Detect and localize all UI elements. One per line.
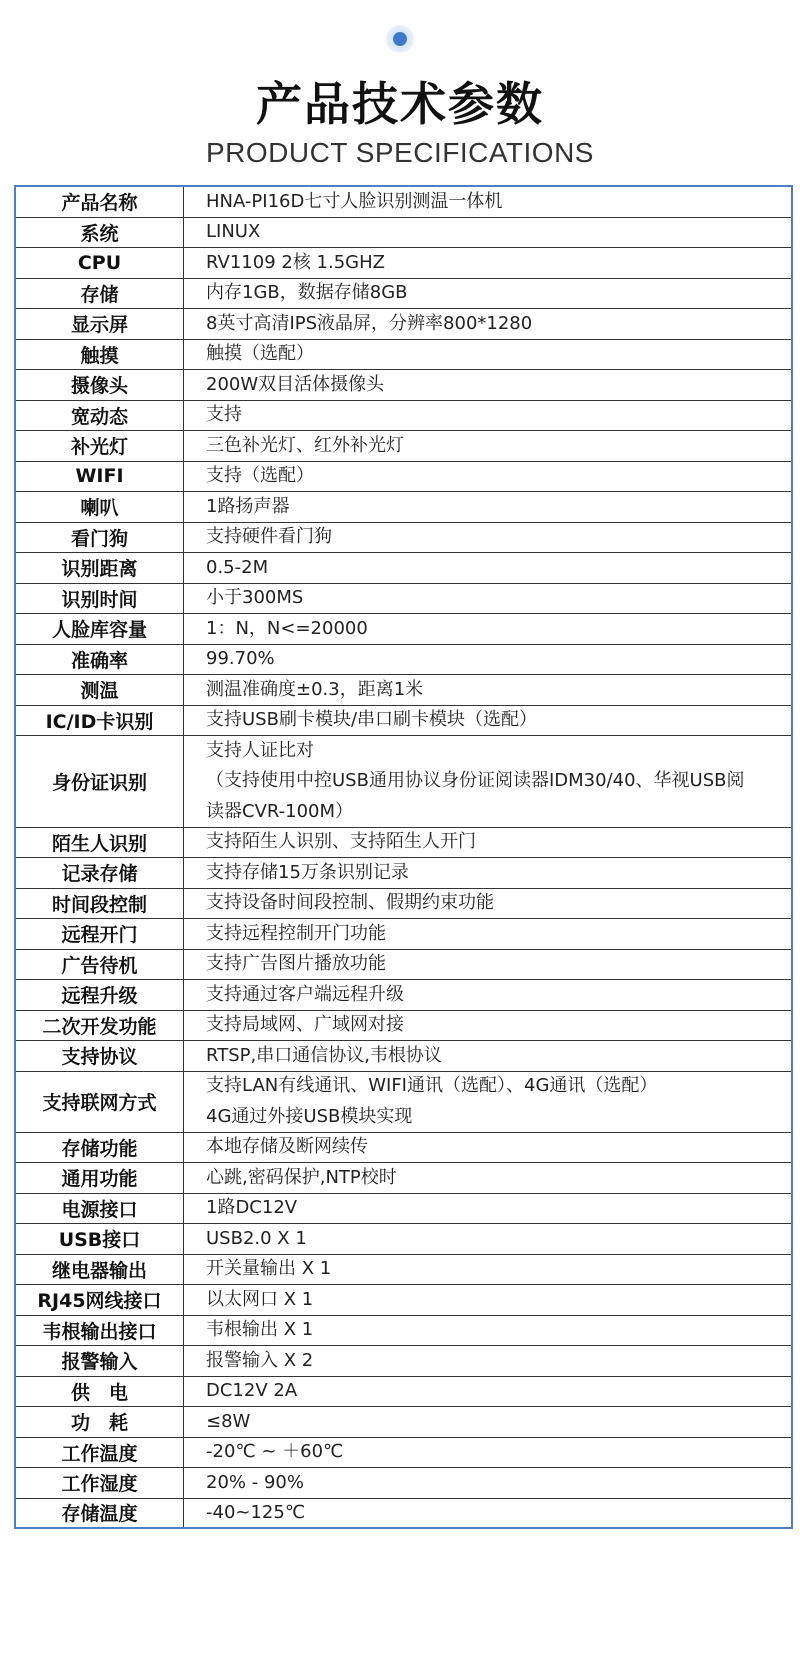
spec-value-line: 1：N，N<=20000	[206, 617, 368, 639]
spec-row	[16, 1499, 791, 1530]
spec-row	[16, 584, 791, 615]
spec-value	[184, 1194, 791, 1224]
spec-value	[184, 828, 791, 858]
page-subtitle: PRODUCT SPECIFICATIONS	[205, 137, 594, 168]
spec-value-line: 三色补光灯、红外补光灯	[206, 434, 404, 456]
spec-label: 摄像头	[16, 370, 184, 400]
spec-label: 供 电	[16, 1377, 184, 1407]
spec-row	[16, 1255, 791, 1286]
spec-value-line: 本地存储及断网续传	[206, 1136, 368, 1157]
spec-value-line: 内存1GB，数据存储8GB	[206, 282, 408, 303]
spec-value	[184, 1163, 791, 1193]
spec-row	[16, 858, 791, 889]
spec-value-line: 读器CVR-100M）	[206, 800, 354, 822]
spec-value-line: （支持使用中控USB通用协议身份证阅读器IDM30/40、华视USB阅	[206, 770, 745, 791]
spec-label: 测温	[16, 675, 184, 705]
spec-label: 陌生人识别	[16, 828, 184, 858]
spec-row	[16, 919, 791, 950]
spec-value	[184, 1499, 791, 1528]
spec-label: USB接口	[16, 1224, 184, 1254]
spec-row	[16, 1133, 791, 1164]
spec-label: 看门狗	[16, 523, 184, 553]
spec-value	[184, 1407, 791, 1437]
spec-value-line: 支持陌生人识别、支持陌生人开门	[206, 831, 476, 852]
spec-value-line: 20% - 90%	[206, 1471, 304, 1493]
header-dot-icon	[386, 25, 414, 53]
spec-label: 工作湿度	[16, 1468, 184, 1498]
spec-value-line: 支持	[206, 404, 242, 425]
spec-value-line: 1路DC12V	[206, 1197, 298, 1218]
spec-row	[16, 1041, 791, 1072]
spec-label: 广告待机	[16, 950, 184, 980]
spec-value-line: 支持局域网、广域网对接	[206, 1014, 404, 1035]
spec-row	[16, 1377, 791, 1408]
spec-value	[184, 1224, 791, 1254]
spec-row	[16, 1011, 791, 1042]
spec-value-line: 0.5-2M	[206, 556, 269, 578]
spec-row	[16, 675, 791, 706]
spec-value	[184, 645, 791, 675]
spec-value	[184, 492, 791, 522]
spec-label: 电源接口	[16, 1194, 184, 1224]
spec-row	[16, 218, 791, 249]
spec-label: 继电器输出	[16, 1255, 184, 1285]
spec-label: 身份证识别	[16, 736, 184, 827]
spec-row	[16, 614, 791, 645]
spec-label: 准确率	[16, 645, 184, 675]
spec-value-line: 报警输入 X 2	[206, 1349, 314, 1371]
spec-row	[16, 1072, 791, 1133]
spec-row	[16, 492, 791, 523]
spec-value-line: 99.70%	[206, 648, 275, 669]
spec-value	[184, 462, 791, 492]
spec-value	[184, 889, 791, 919]
spec-label: 远程开门	[16, 919, 184, 949]
spec-row	[16, 1224, 791, 1255]
spec-row	[16, 980, 791, 1011]
spec-row	[16, 736, 791, 828]
spec-label: 宽动态	[16, 401, 184, 431]
spec-row	[16, 370, 791, 401]
spec-value-line: HNA-PI16D七寸人脸识别测温一体机	[206, 190, 503, 212]
spec-label: 通用功能	[16, 1163, 184, 1193]
spec-value-line: 1路扬声器	[206, 495, 290, 517]
spec-label: WIFI	[16, 462, 184, 492]
spec-label: 补光灯	[16, 431, 184, 461]
spec-table	[14, 185, 793, 1529]
spec-value	[184, 706, 791, 736]
spec-value	[184, 1255, 791, 1285]
spec-value-line: 支持通过客户端远程升级	[206, 983, 404, 1005]
spec-value-line: 8英寸高清IPS液晶屏，分辨率800*1280	[206, 312, 533, 334]
spec-value-line: LINUX	[206, 221, 261, 242]
spec-row	[16, 1285, 791, 1316]
spec-value-line: ≤8W	[206, 1410, 251, 1432]
spec-value	[184, 675, 791, 705]
spec-label: 韦根输出接口	[16, 1316, 184, 1346]
spec-value-line: -40~125℃	[206, 1501, 306, 1523]
spec-value	[184, 1011, 791, 1041]
spec-label: 人脸库容量	[16, 614, 184, 644]
spec-value	[184, 279, 791, 309]
spec-row	[16, 645, 791, 676]
spec-label: 触摸	[16, 340, 184, 370]
spec-value	[184, 1285, 791, 1315]
spec-value-line: 开关量输出 X 1	[206, 1258, 332, 1279]
spec-value	[184, 1377, 791, 1407]
spec-row	[16, 309, 791, 340]
spec-row	[16, 553, 791, 584]
spec-value-line: 韦根输出 X 1	[206, 1319, 314, 1340]
spec-row	[16, 1316, 791, 1347]
spec-row	[16, 340, 791, 371]
spec-label: RJ45网线接口	[16, 1285, 184, 1315]
spec-value	[184, 1133, 791, 1163]
spec-label: 记录存储	[16, 858, 184, 888]
spec-value-line: 小于300MS	[206, 587, 304, 608]
spec-label: 工作温度	[16, 1438, 184, 1468]
spec-value-line: 心跳,密码保护,NTP校时	[206, 1166, 397, 1188]
spec-value-line: 支持（选配）	[206, 465, 314, 486]
spec-label: 存储功能	[16, 1133, 184, 1163]
spec-value	[184, 736, 791, 827]
spec-label: 识别时间	[16, 584, 184, 614]
spec-value	[184, 858, 791, 888]
spec-row	[16, 828, 791, 859]
spec-row	[16, 1163, 791, 1194]
spec-row	[16, 1194, 791, 1225]
spec-value	[184, 370, 791, 400]
spec-value	[184, 1468, 791, 1498]
spec-label: 报警输入	[16, 1346, 184, 1376]
spec-row	[16, 1468, 791, 1499]
spec-value	[184, 523, 791, 553]
spec-value-line: 支持远程控制开门功能	[206, 922, 386, 944]
spec-value	[184, 950, 791, 980]
spec-value-line: RV1109 2核 1.5GHZ	[206, 251, 385, 273]
spec-value-line: 以太网口 X 1	[206, 1288, 314, 1310]
spec-value-line: 支持LAN有线通讯、WIFI通讯（选配）、4G通讯（选配）	[206, 1075, 658, 1096]
spec-label: 系统	[16, 218, 184, 248]
spec-label: 远程升级	[16, 980, 184, 1010]
spec-value	[184, 1041, 791, 1071]
spec-label: 产品名称	[16, 187, 184, 217]
spec-row	[16, 706, 791, 737]
page-title: 产品技术参数	[256, 77, 544, 131]
spec-value-line: 支持广告图片播放功能	[206, 953, 386, 974]
spec-row	[16, 950, 791, 981]
spec-label: 支持协议	[16, 1041, 184, 1071]
spec-row	[16, 1438, 791, 1469]
spec-row	[16, 462, 791, 493]
spec-value	[184, 340, 791, 370]
spec-label: IC/ID卡识别	[16, 706, 184, 736]
spec-value-line: 测温准确度±0.3，距离1米	[206, 678, 424, 700]
spec-row	[16, 248, 791, 279]
spec-label: CPU	[16, 248, 184, 278]
spec-value-line: 支持人证比对	[206, 739, 314, 761]
spec-value	[184, 401, 791, 431]
spec-label: 识别距离	[16, 553, 184, 583]
spec-value	[184, 248, 791, 278]
spec-row	[16, 1407, 791, 1438]
spec-label: 喇叭	[16, 492, 184, 522]
spec-value-line: USB2.0 X 1	[206, 1227, 307, 1249]
spec-row	[16, 401, 791, 432]
spec-row	[16, 1346, 791, 1377]
spec-label: 存储	[16, 279, 184, 309]
spec-value	[184, 1072, 791, 1132]
spec-value-line: -20℃ ~ ＋60℃	[206, 1441, 344, 1462]
spec-value	[184, 431, 791, 461]
spec-label: 功 耗	[16, 1407, 184, 1437]
spec-value	[184, 309, 791, 339]
spec-row	[16, 431, 791, 462]
spec-row	[16, 523, 791, 554]
spec-value	[184, 218, 791, 248]
spec-value	[184, 1438, 791, 1468]
spec-value-line: 触摸（选配）	[206, 343, 314, 364]
spec-label: 二次开发功能	[16, 1011, 184, 1041]
spec-value	[184, 614, 791, 644]
spec-value	[184, 1316, 791, 1346]
spec-value-line: 支持硬件看门狗	[206, 526, 332, 547]
spec-value	[184, 584, 791, 614]
spec-value-line: 200W双目活体摄像头	[206, 373, 385, 395]
spec-value	[184, 1346, 791, 1376]
spec-value-line: 4G通过外接USB模块实现	[206, 1105, 413, 1127]
spec-label: 存储温度	[16, 1499, 184, 1528]
spec-value	[184, 187, 791, 217]
spec-value-line: DC12V 2A	[206, 1380, 298, 1401]
spec-value-line: RTSP,串口通信协议,韦根协议	[206, 1044, 442, 1066]
spec-row	[16, 889, 791, 920]
spec-value-line: 支持设备时间段控制、假期约束功能	[206, 892, 494, 913]
spec-value	[184, 553, 791, 583]
spec-label: 支持联网方式	[16, 1072, 184, 1132]
spec-value-line: 支持USB刷卡模块/串口刷卡模块（选配）	[206, 709, 538, 730]
spec-row	[16, 187, 791, 218]
spec-label: 时间段控制	[16, 889, 184, 919]
spec-value	[184, 919, 791, 949]
spec-row	[16, 279, 791, 310]
spec-value	[184, 980, 791, 1010]
spec-label: 显示屏	[16, 309, 184, 339]
spec-value-line: 支持存储15万条识别记录	[206, 861, 409, 883]
